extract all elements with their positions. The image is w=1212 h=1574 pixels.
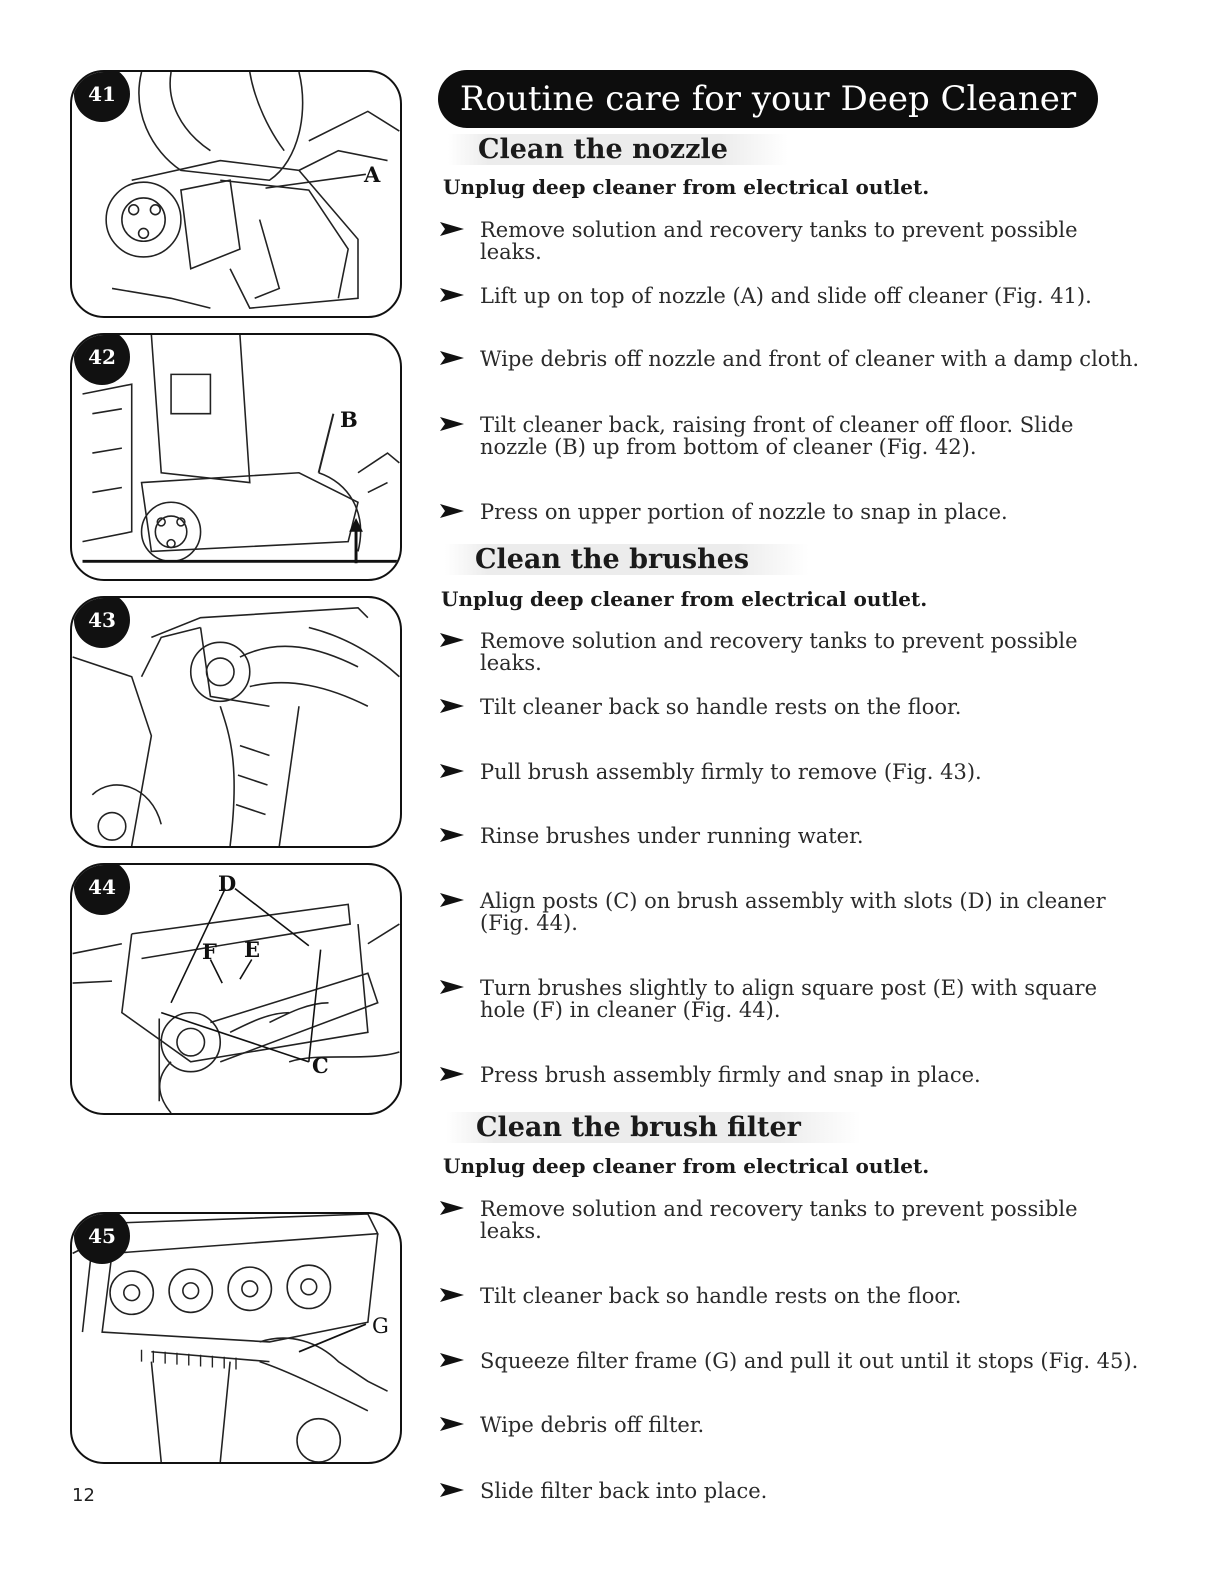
- section-heading-nozzle: Clean the nozzle: [448, 134, 788, 165]
- arrow-bullet-icon: [440, 222, 464, 236]
- figure-45: [70, 1212, 402, 1464]
- step-brushes-4: Rinse brushes under running water.: [440, 825, 1145, 847]
- arrow-bullet-icon: [440, 633, 464, 647]
- step-brushes-5: Align posts (C) on brush assembly with slots (D) in cleaner (Fig. 44).: [440, 890, 1145, 934]
- arrow-bullet-icon: [440, 828, 464, 842]
- section-warning-brushes: Unplug deep cleaner from electrical outlet.: [441, 587, 928, 611]
- section-heading-brush-filter: Clean the brush filter: [446, 1112, 861, 1143]
- arrow-bullet-icon: [440, 1067, 464, 1081]
- arrow-bullet-icon: [440, 504, 464, 518]
- step-filter-5: Slide filter back into place.: [440, 1480, 1145, 1502]
- figure-45-badge: 45: [74, 1212, 130, 1264]
- arrow-bullet-icon: [440, 1353, 464, 1367]
- step-nozzle-1: Remove solution and recovery tanks to prevent possible leaks.: [440, 219, 1145, 263]
- arrow-bullet-icon: [440, 288, 464, 302]
- callout-e: E: [244, 937, 261, 962]
- step-filter-1: Remove solution and recovery tanks to prevent possible leaks.: [440, 1198, 1100, 1242]
- step-nozzle-4: Tilt cleaner back, raising front of cleaner off floor. Slide nozzle (B) up from bottom of cleaner (Fig. 42).: [440, 414, 1145, 458]
- step-brushes-7: Press brush assembly firmly and snap in place.: [440, 1064, 1145, 1086]
- step-brushes-2: Tilt cleaner back so handle rests on the floor.: [440, 696, 1145, 718]
- section-heading-brushes: Clean the brushes: [445, 544, 809, 575]
- page-title: Routine care for your Deep Cleaner: [438, 70, 1098, 128]
- step-brushes-3: Pull brush assembly firmly to remove (Fig. 43).: [440, 761, 1145, 783]
- arrow-bullet-icon: [440, 1417, 464, 1431]
- step-brushes-6: Turn brushes slightly to align square post (E) with square hole (F) in cleaner (Fig. 44).: [440, 977, 1145, 1021]
- arrow-bullet-icon: [440, 699, 464, 713]
- step-filter-2: Tilt cleaner back so handle rests on the floor.: [440, 1285, 1145, 1307]
- figure-43: [70, 596, 402, 848]
- figure-42: [70, 333, 402, 581]
- callout-a: A: [364, 162, 381, 187]
- figure-41-badge: 41: [74, 70, 130, 122]
- step-nozzle-3: Wipe debris off nozzle and front of cleaner with a damp cloth.: [440, 348, 1145, 370]
- arrow-bullet-icon: [440, 1483, 464, 1497]
- callout-b: B: [340, 407, 358, 432]
- callout-c: C: [312, 1053, 329, 1078]
- callout-d: D: [218, 871, 237, 896]
- figure-41: [70, 70, 402, 318]
- figure-44-badge: 44: [74, 863, 130, 915]
- arrow-bullet-icon: [440, 1288, 464, 1302]
- callout-g: G: [372, 1314, 389, 1338]
- step-filter-3: Squeeze filter frame (G) and pull it out until it stops (Fig. 45).: [440, 1350, 1145, 1372]
- callout-f: F: [202, 939, 217, 964]
- figure-43-badge: 43: [74, 596, 130, 648]
- arrow-bullet-icon: [440, 980, 464, 994]
- arrow-bullet-icon: [440, 351, 464, 365]
- step-nozzle-5: Press on upper portion of nozzle to snap in place.: [440, 501, 1145, 523]
- arrow-bullet-icon: [440, 1201, 464, 1215]
- step-nozzle-2: Lift up on top of nozzle (A) and slide off cleaner (Fig. 41).: [440, 285, 1145, 307]
- figure-42-badge: 42: [74, 333, 130, 385]
- section-warning-brush-filter: Unplug deep cleaner from electrical outlet.: [443, 1154, 930, 1178]
- step-filter-4: Wipe debris off filter.: [440, 1414, 1145, 1436]
- step-brushes-1: Remove solution and recovery tanks to prevent possible leaks.: [440, 630, 1145, 674]
- arrow-bullet-icon: [440, 893, 464, 907]
- arrow-bullet-icon: [440, 417, 464, 431]
- figure-44: [70, 863, 402, 1115]
- arrow-bullet-icon: [440, 764, 464, 778]
- page-number: 12: [72, 1485, 95, 1506]
- section-warning-nozzle: Unplug deep cleaner from electrical outlet.: [443, 175, 930, 199]
